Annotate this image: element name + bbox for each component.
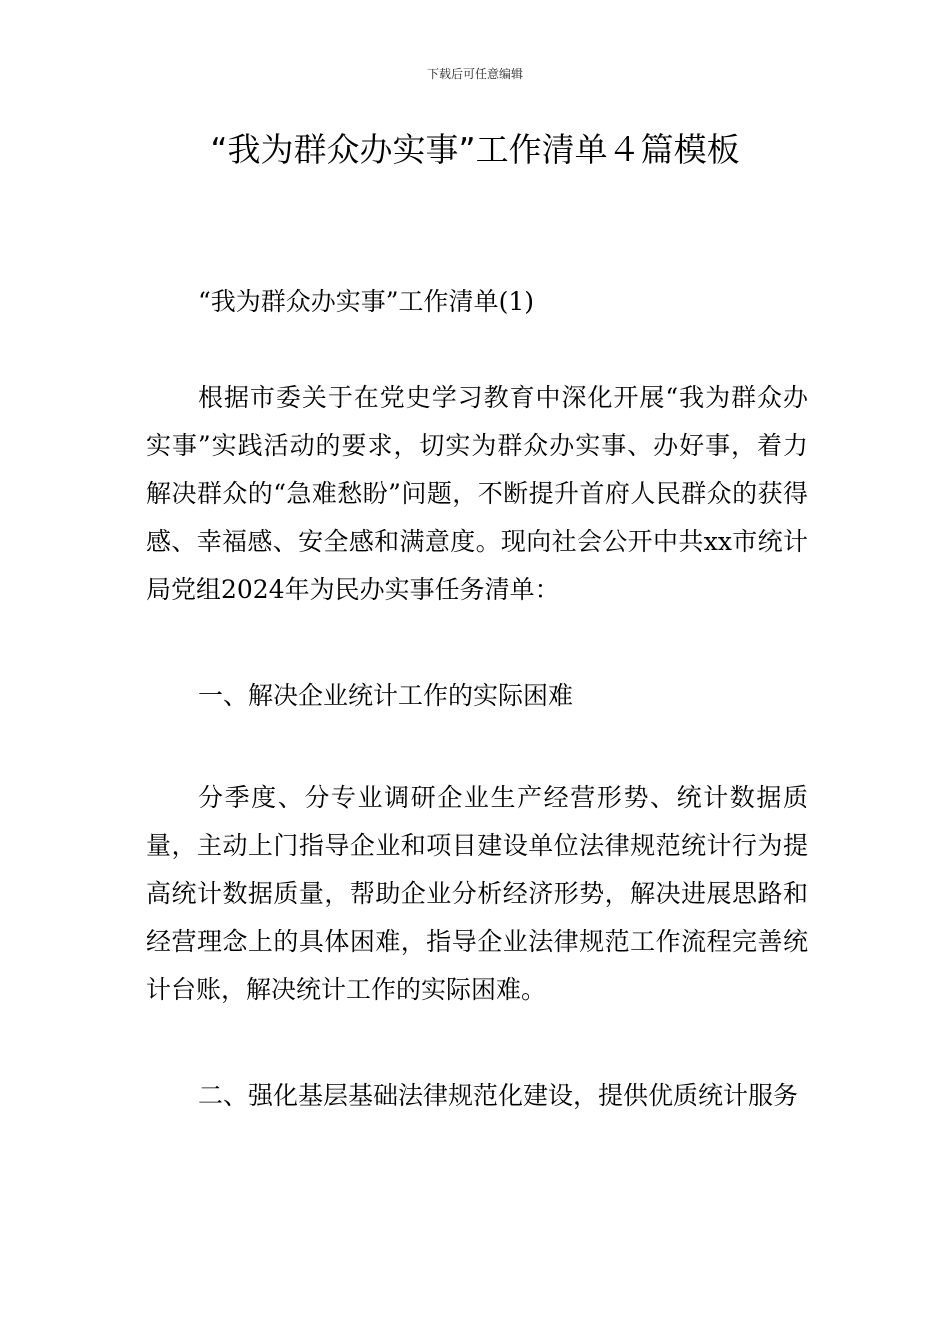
section-subtitle: “我为群众办实事”工作清单(1) [198, 287, 534, 316]
section-one-paragraph: 分季度、分专业调研企业生产经营形势、统计数据质量，主动上门指导企业和项目建设单位法律规范统计行为提高统计数据质量，帮助企业分析经济形势，解决进展思路和经营理念上的具体困难，指导企业法律规范工作流程完善统计台账，解决统计工作的实际困难。 [146, 783, 808, 1004]
heading-two: 二、强化基层基础法律规范化建设，提供优质统计服务 [198, 1081, 799, 1110]
header-note: 下载后可任意编辑 [426, 67, 523, 81]
heading-one: 一、解决企业统计工作的实际困难 [198, 681, 574, 710]
intro-paragraph: 根据市委关于在党史学习教育中深化开展“我为群众办实事”实践活动的要求，切实为群众办实事、办好事，着力解决群众的“急难愁盼”问题，不断提升首府人民群众的获得感、幸福感、安全感和满意度。现向社会公开中共xx市统计局党组2024年为民办实事任务清单： [146, 383, 808, 604]
document-title: “我为群众办实事”工作清单４篇模板 [210, 130, 740, 169]
